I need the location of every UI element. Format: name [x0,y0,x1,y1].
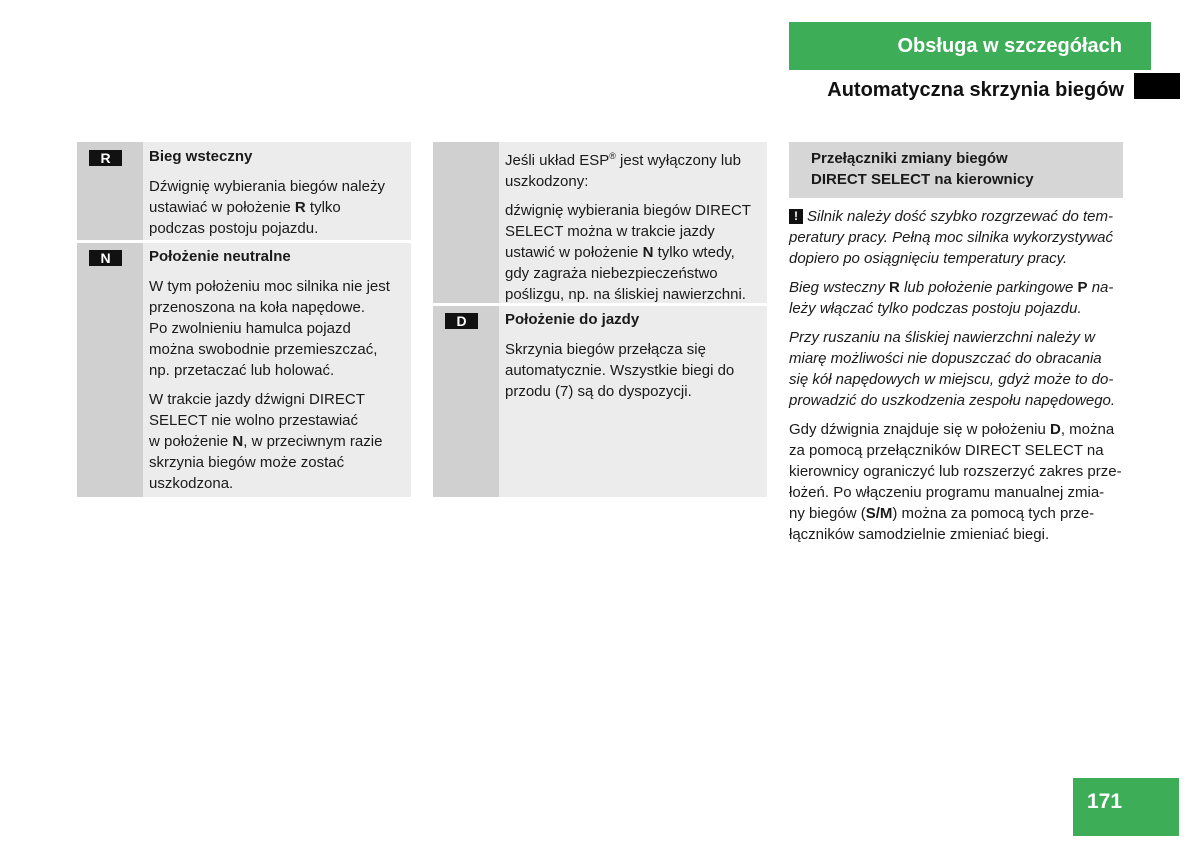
text-line: jest wyłączony lub [615,152,741,169]
neutral-entry [149,246,411,494]
slippery-note [789,327,1123,411]
text-line: peratury pracy. Pełną moc silnika wykorzystywać [789,229,1113,246]
text-line: Dźwignię wybierania biegów należy [149,178,385,195]
section-tab: Obsługa w szczegółach [789,22,1151,70]
text-line: poślizgu, np. na śliskiej nawierzchni. [505,286,746,303]
reverse-desc [149,176,411,239]
text-line: lub położenie parkingowe [899,279,1078,296]
direct-select-desc [789,419,1123,545]
text-line: Gdy dźwignia znajduje się w położeniu [789,421,1050,438]
chapter-title: Automatyczna skrzynia biegów [827,79,1124,101]
gear-key-column [77,142,143,497]
neutral-title: Położenie neutralne [149,248,291,265]
text-line: podczas postoju pojazdu. [149,220,319,237]
gear-key-column [433,142,499,497]
gear-badge-r: R [89,150,122,166]
text-line: leży włączać tylko podczas postoju pojazdu. [789,300,1082,317]
text-line: Bieg wsteczny [789,279,890,296]
text-line: łożeń. Po włączeniu programu manualnej zmia- [789,484,1105,501]
chapter-marker [1134,73,1180,99]
text-line: skrzynia biegów może zostać [149,454,345,471]
gear-badge-d: D [445,313,478,329]
text-line: SELECT nie wolno przestawiać [149,412,358,429]
text-line: za pomocą przełączników DIRECT SELECT na [789,442,1104,459]
gear-letter: N [232,433,244,450]
right-column-text [789,206,1123,545]
reverse-park-note [789,277,1123,319]
page-number: 171 [1073,778,1179,836]
gear-letter: R [889,279,900,296]
text-line: można swobodnie przemieszczać, [149,341,378,358]
text-line: przenoszona na koła napędowe. [149,299,365,316]
text-line: Skrzynia biegów przełącza się [505,341,706,358]
text-line: gdy zagraża niebezpieczeństwo [505,265,718,282]
gear-letter: P [1077,279,1088,296]
gear-letter: D [1049,421,1061,438]
text-line: przodu (7) są do dyspozycji. [505,383,692,400]
gear-letter: N [642,244,654,261]
text-line: uszkodzona. [149,475,234,492]
drive-desc [505,339,767,402]
text-line: dopiero po osiągnięciu temperatury pracy. [789,250,1068,267]
gear-letter: R [294,199,306,216]
drive-title: Położenie do jazdy [505,311,640,328]
text-line: na- [1087,279,1114,296]
text-line: W tym położeniu moc silnika nie jest [149,278,390,295]
text-line: , w przeciwnym razie [243,433,383,450]
gear-badge-n: N [89,250,122,266]
text-line: się kół napędowych w miejscu, gdyż może to do- [789,371,1114,388]
text-line: Przełączniki zmiany biegów [811,150,1008,167]
text-line: uszkodzony: [505,173,589,190]
text-line: ny biegów ( [789,505,866,522]
direct-select-heading [789,142,1123,198]
text-line: W trakcie jazdy dźwigni DIRECT [149,391,365,408]
row-divider [77,240,411,243]
text-line: tylko wtedy, [653,244,735,261]
reverse-title: Bieg wsteczny [149,148,253,165]
esp-desc [505,200,767,305]
text-line: kierownicy ograniczyć lub rozszerzyć zakres prze- [789,463,1122,480]
reverse-entry [149,146,411,239]
text-line: ustawić w położenie [505,244,643,261]
text-line: DIRECT SELECT na kierownicy [811,171,1034,188]
warning-icon: ! [789,209,803,224]
text-line: Jeśli układ ESP [505,152,610,169]
text-line: np. przetaczać lub holować. [149,362,335,379]
text-line: dźwignię wybierania biegów DIRECT [505,202,751,219]
neutral-desc-1 [149,276,411,381]
text-line: ) można za pomocą tych prze- [892,505,1095,522]
mode-label: S/M [865,505,893,522]
neutral-desc-2 [149,389,411,494]
text-line: SELECT można w trakcie jazdy [505,223,715,240]
esp-intro [505,146,767,192]
text-line: automatycznie. Wszystkie biegi do [505,362,735,379]
text-line: Po zwolnieniu hamulca pojazd [149,320,351,337]
drive-entry [505,309,767,402]
text-line: łączników samodzielnie zmieniać biegi. [789,526,1050,543]
warning-note [789,206,1123,269]
esp-note [505,146,767,305]
text-line: miarę możliwości nie dopuszczać do obracania [789,350,1102,367]
text-line: , można [1060,421,1115,438]
text-line: prowadzić do uszkodzenia zespołu napędowego. [789,392,1116,409]
text-line: Silnik należy dość szybko rozgrzewać do tem- [807,208,1113,225]
registered-mark: ® [609,151,616,161]
text-line: tylko [305,199,341,216]
text-line: Przy ruszaniu na śliskiej nawierzchni należy w [789,329,1095,346]
text-line: w położenie [149,433,233,450]
text-line: ustawiać w położenie [149,199,295,216]
